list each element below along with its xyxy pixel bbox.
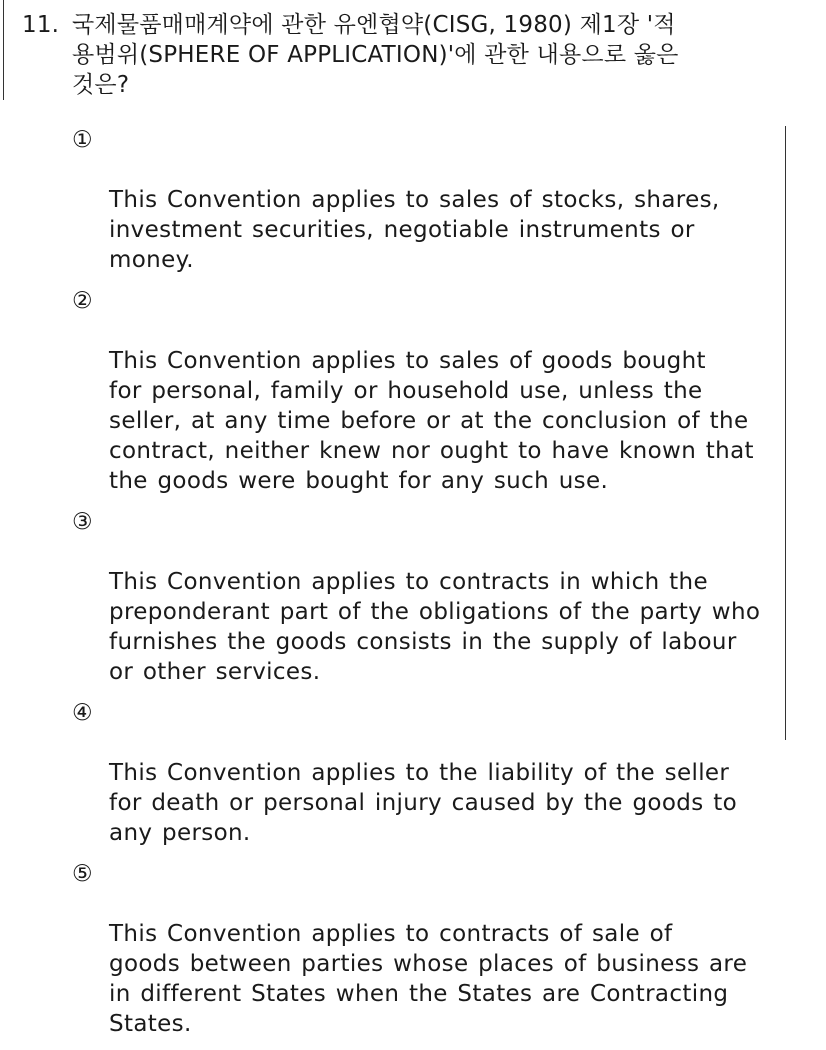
question-number: 11. bbox=[22, 12, 60, 38]
option-5-marker: ⑤ bbox=[72, 861, 93, 887]
option-3-marker: ③ bbox=[72, 509, 93, 535]
option-1-text: This Convention applies to sales of stocks, shares, investment securities, negotiable instruments or money. bbox=[109, 187, 720, 273]
option-5-text: This Convention applies to contracts of sale of goods between parties whose places of business are in different States when the States are Contracting States. bbox=[109, 921, 748, 1037]
left-column-rule bbox=[3, 0, 4, 100]
option-4-marker: ④ bbox=[72, 700, 93, 726]
option-2[interactable] bbox=[72, 286, 772, 496]
option-2-text: This Convention applies to sales of goods bought for personal, family or household use, unless the seller, at any time before or at the conclusion of the contract, neither knew nor ought to have known that the goods were bought for any such use. bbox=[109, 348, 754, 494]
option-3-text: This Convention applies to contracts in which the preponderant part of the obligations of the party who furnishes the goods consists in the supply of labour or other services. bbox=[109, 569, 761, 685]
question-block bbox=[22, 10, 782, 100]
answer-options bbox=[72, 125, 772, 1050]
option-2-marker: ② bbox=[72, 288, 93, 314]
right-column-rule bbox=[785, 126, 786, 740]
option-1-marker: ① bbox=[72, 127, 93, 153]
option-4[interactable] bbox=[72, 698, 772, 848]
question-text: 국제물품매매계약에 관한 유엔협약(CISG, 1980) 제1장 '적 용범위(SPHERE OF APPLICATION)'에 관한 내용으로 옳은 것은? bbox=[72, 12, 679, 98]
option-1[interactable] bbox=[72, 125, 772, 275]
option-4-text: This Convention applies to the liability of the seller for death or personal injury caused by the goods to any person. bbox=[109, 760, 737, 846]
option-5[interactable] bbox=[72, 859, 772, 1039]
option-3[interactable] bbox=[72, 507, 772, 687]
